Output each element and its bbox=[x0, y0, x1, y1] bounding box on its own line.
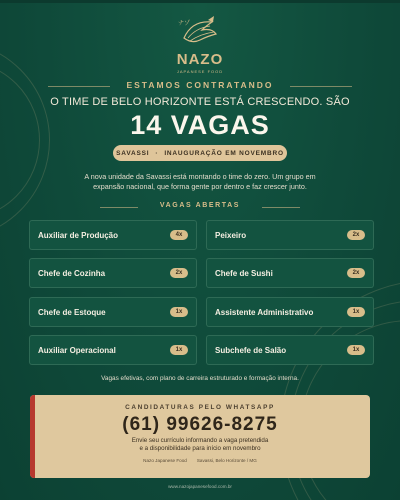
opening-date: INAUGURAÇÃO EM NOVEMBRO bbox=[164, 149, 284, 157]
logo-subtitle: JAPANESE FOOD bbox=[176, 69, 224, 74]
headline: O TIME DE BELO HORIZONTE ESTÁ CRESCENDO. SÃO bbox=[50, 96, 350, 108]
footnote: Vagas efetivas, com plano de carreira estruturado e formação interna. bbox=[101, 375, 299, 382]
job-card bbox=[206, 297, 374, 327]
website-link[interactable]: www.nazojapanesefood.com.br bbox=[168, 484, 232, 489]
location-name: SAVASSI bbox=[116, 149, 150, 157]
logo-wordmark: NAZO bbox=[176, 51, 224, 68]
job-card bbox=[206, 335, 374, 365]
open-positions-header bbox=[100, 202, 300, 212]
job-title: Auxiliar de Produção bbox=[38, 230, 119, 240]
job-title: Assistente Administrativo bbox=[215, 307, 314, 317]
job-card bbox=[29, 335, 197, 365]
open-positions-title: VAGAS ABERTAS bbox=[159, 202, 241, 209]
instruction-line: Envie seu currículo informando a vaga pretendida bbox=[131, 437, 269, 444]
whatsapp-instructions bbox=[100, 437, 300, 453]
job-count-badge: 2x bbox=[347, 230, 365, 240]
signature bbox=[30, 458, 370, 463]
job-title: Chefe de Sushi bbox=[215, 268, 273, 278]
job-count-badge: 1x bbox=[347, 307, 365, 317]
job-count-badge: 1x bbox=[170, 307, 188, 317]
job-count-badge: 2x bbox=[170, 268, 188, 278]
job-title: Chefe de Cozinha bbox=[38, 268, 106, 278]
logo-japanese-mark: ナゾ bbox=[178, 20, 190, 27]
job-count-badge: 4x bbox=[170, 230, 188, 240]
intro-line: expansão nacional, que forma gente por dentro e faz crescer junto. bbox=[93, 182, 307, 191]
top-border bbox=[0, 0, 400, 3]
job-count-badge: 2x bbox=[347, 268, 365, 278]
location-badge bbox=[113, 145, 287, 161]
job-count-badge: 1x bbox=[170, 345, 188, 355]
intro-text bbox=[50, 172, 350, 192]
job-title: Peixeiro bbox=[215, 230, 247, 240]
whatsapp-title: CANDIDATURAS PELO WHATSAPP bbox=[125, 404, 275, 411]
job-list bbox=[29, 220, 374, 366]
job-card bbox=[206, 258, 374, 288]
company-location: Savassi, Belo Horizonte / MG bbox=[196, 458, 257, 463]
job-card bbox=[29, 220, 197, 250]
job-card bbox=[29, 258, 197, 288]
job-title: Chefe de Estoque bbox=[38, 307, 106, 317]
whatsapp-phone[interactable]: (61) 99626-8275 bbox=[122, 414, 278, 435]
instruction-line: e a disponibilidade para início em novembro bbox=[139, 445, 261, 452]
job-title: Subchefe de Salão bbox=[215, 345, 287, 355]
separator-dot: · bbox=[155, 149, 159, 157]
whatsapp-card bbox=[30, 395, 370, 478]
job-card bbox=[206, 220, 374, 250]
company-name: Nazo Japanese Food bbox=[143, 458, 187, 463]
positions-total: 14 VAGAS bbox=[130, 110, 270, 140]
divider bbox=[262, 207, 300, 208]
job-card bbox=[29, 297, 197, 327]
job-count-badge: 1x bbox=[347, 345, 365, 355]
hiring-title: ESTAMOS CONTRATANDO bbox=[126, 80, 274, 90]
intro-line: A nova unidade da Savassi está montando o time do zero. Um grupo em bbox=[84, 172, 316, 181]
hiring-header bbox=[48, 80, 352, 92]
job-title: Auxiliar Operacional bbox=[38, 345, 116, 355]
nazo-logo bbox=[170, 14, 230, 76]
divider bbox=[290, 86, 352, 87]
